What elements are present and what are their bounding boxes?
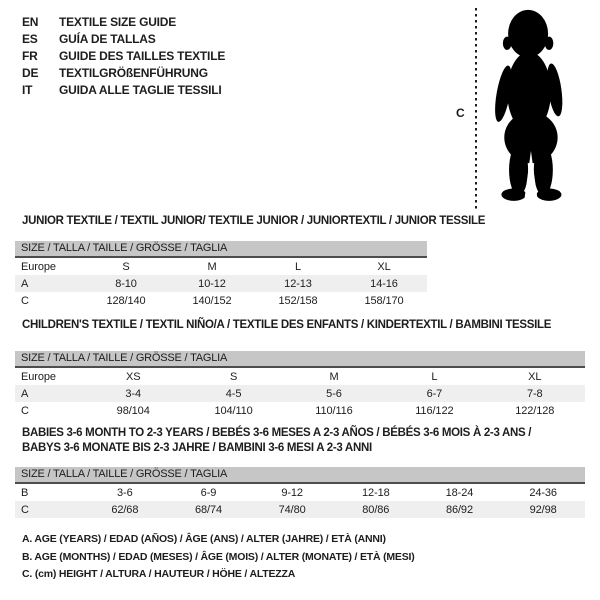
footnote-a: A. AGE (YEARS) / EDAD (AÑOS) / ÂGE (ANS) / ALTER (JAHRE) / ETÀ (ANNI) [22,533,386,545]
language-code: EN [22,15,39,29]
row-label: A [21,277,29,290]
section-title-wrap [15,214,486,229]
size-cell: 68/74 [194,503,222,516]
size-cell: L [294,260,302,273]
babies-size-table [15,484,585,518]
size-cell: XL [377,260,391,273]
size-cell: M [329,370,339,383]
size-cell: 7-8 [526,387,543,400]
size-header-bar: SIZE / TALLA / TAILLE / GRÖSSE / TAGLIA [15,241,427,258]
size-cell: 18-24 [445,486,474,499]
children-size-table [15,368,585,419]
size-cell: 3-4 [125,387,141,400]
size-cell: 74/80 [278,503,306,516]
language-label: TEXTILE SIZE GUIDE [59,15,177,29]
size-cell: L [431,370,438,383]
size-cell: 86/92 [445,503,473,516]
table-row [15,484,585,501]
size-cell: 6-7 [426,387,443,400]
size-cell: 6-9 [200,486,217,499]
language-label: GUÍA DE TALLAS [59,32,156,46]
size-cell: 4-5 [225,387,242,400]
section-babies-textile [15,426,585,518]
size-cell: 152/158 [278,294,318,307]
row-label: Europe [21,370,56,383]
table-row [15,402,585,419]
size-cell: 24-36 [529,486,557,499]
size-cell: 92/98 [529,503,557,516]
size-cell: 12-13 [284,277,312,290]
footnote-b: B. AGE (MONTHS) / EDAD (MESES) / ÂGE (MOIS) / ALTER (MONATE) / ETÀ (MESI) [22,550,415,563]
section-title: JUNIOR TEXTILE / TEXTIL JUNIOR/ TEXTILE JUNIOR / JUNIORTEXTIL / JUNIOR TESSILE [22,215,486,227]
table-row [15,258,427,275]
section-title-line2: BABYS 3-6 MONATE BIS 2-3 JAHRE / BAMBINI 3-6 MESI A 2-3 ANNI [22,442,372,454]
size-cell: S [122,260,130,273]
size-cell: 122/128 [515,404,555,417]
footnote-c: C. (cm) HEIGHT / ALTURA / HAUTEUR / HÖHE / ALTEZZA [22,568,296,580]
row-label: C [21,404,29,417]
size-cell: 140/152 [192,294,232,307]
row-label: A [21,387,29,400]
section-junior-textile [15,214,486,309]
size-cell: 3-6 [117,486,133,499]
size-cell: 98/104 [116,404,150,417]
height-dotted-line [475,8,477,212]
row-label: C [21,503,29,516]
height-marker-label: C [456,106,465,120]
size-cell: XL [528,370,542,383]
size-cell: 128/140 [106,294,146,307]
row-label: C [21,294,29,307]
language-code: FR [22,49,38,63]
size-cell: 9-12 [281,486,303,499]
table-row [15,385,585,402]
baby-silhouette-icon [482,8,578,208]
section-title-wrap [15,426,585,456]
table-row [15,368,585,385]
size-cell: S [229,370,238,383]
table-row [15,501,585,518]
language-code: IT [22,83,33,97]
section-title: CHILDREN'S TEXTILE / TEXTIL NIÑO/A / TEXTILE DES ENFANTS / KINDERTEXTIL / BAMBINI TESSILE [22,319,552,331]
section-children-textile [15,318,585,419]
section-title: BABIES 3-6 MONTH TO 2-3 YEARS / BEBÉS 3-6 MESES A 2-3 AÑOS / BÉBÉS 3-6 MOIS À 2-3 ANS / [22,427,532,439]
size-cell: 62/68 [111,503,139,516]
size-cell: 116/122 [415,404,454,417]
footnotes [22,531,415,584]
language-label: GUIDE DES TAILLES TEXTILE [59,49,226,63]
size-cell: 8-10 [115,277,137,290]
size-cell: 12-18 [361,486,390,499]
height-figure [0,0,600,215]
row-label: B [21,486,29,499]
size-cell: 110/116 [315,404,353,417]
section-title-wrap [15,318,585,333]
table-row [15,275,427,292]
language-code: DE [22,66,39,80]
size-cell: 158/170 [364,294,404,307]
table-row [15,292,427,309]
size-cell: 14-16 [370,277,398,290]
language-code: ES [22,32,38,46]
row-label: Europe [21,260,56,273]
language-label: GUIDA ALLE TAGLIE TESSILI [59,83,222,97]
language-label: TEXTILGRÖßENFÜHRUNG [59,66,208,80]
size-header-bar: SIZE / TALLA / TAILLE / GRÖSSE / TAGLIA [15,351,585,368]
size-cell: 80/86 [362,503,390,516]
size-cell: 5-6 [326,387,342,400]
size-cell: M [207,260,217,273]
junior-size-table [15,258,427,309]
size-cell: XS [125,370,141,383]
size-cell: 10-12 [198,277,226,290]
size-cell: 104/110 [214,404,253,417]
size-header-bar: SIZE / TALLA / TAILLE / GRÖSSE / TAGLIA [15,467,585,484]
